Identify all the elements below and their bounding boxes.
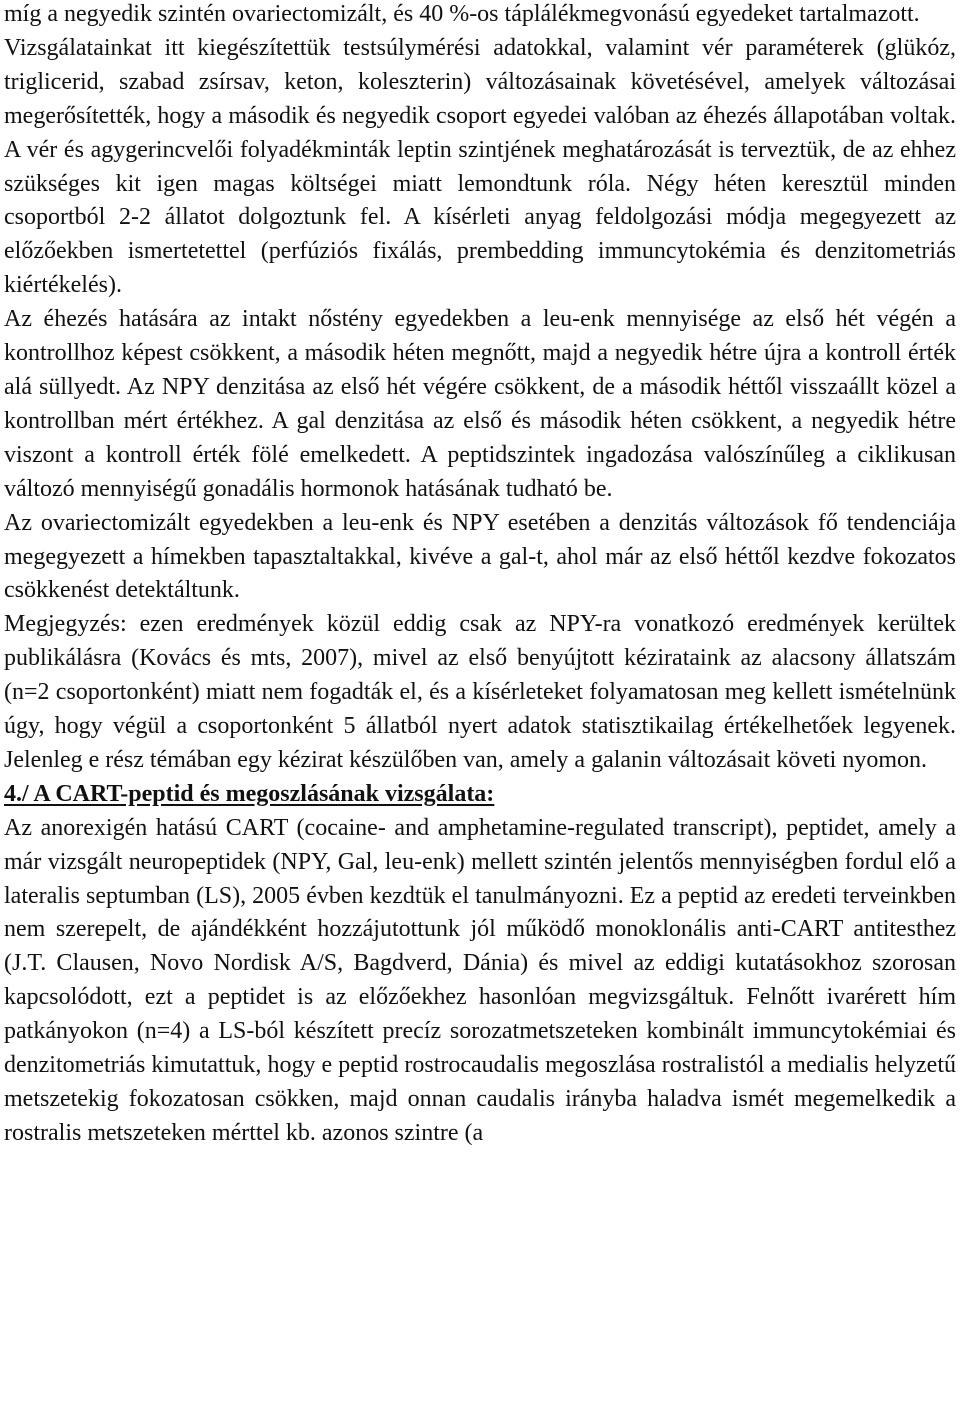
- paragraph-intact-females: Az éhezés hatására az intakt nőstény egyedekben a leu-enk mennyisége az első hét végén a kontrollhoz képest csökkent, a második héten megnőtt, majd a negyedik hétre újra a kontroll érték alá süllyedt. Az NPY denzitása az első hét végére csökkent, de a második héttől visszaállt közel a kontrollban mért értékhez. A gal denzitása az első és második héten csökkent, a negyedik hétre viszont a kontroll érték fölé emelkedett. A peptidszintek ingadozása valószínűleg a ciklikusan változó mennyiségű gonadális hormonok hatásának tudható be.: [4, 306, 956, 502]
- paragraph-note: Megjegyzés: ezen eredmények közül eddig csak az NPY-ra vonatkozó eredmények kerültek publikálásra (Kovács és mts, 2007), mivel az első benyújtott kézirataink az alacsony állatszám (n=2 csoportonként) miatt nem fogadták el, és a kísérleteket folyamatosan meg kellett ismételnünk úgy, hogy végül a csoportonként 5 állatból nyert adatok statisztikailag értékelhetőek legyenek. Jelenleg e rész témában egy kézirat készülőben van, amely a galanin változásait követi nyomon.: [4, 611, 956, 773]
- paragraph-ovariectomized: Az ovariectomizált egyedekben a leu-enk és NPY esetében a denzitás változások fő tendenciája megegyezett a hímekben tapasztaltakkal, kivéve a gal-t, ahol már az első héttől kezdve fokozatos csökkenést detektáltunk.: [4, 509, 956, 604]
- document-page: [4, 0, 956, 1151]
- section-heading: 4./ A CART-peptid és megoszlásának vizsgálata:: [4, 780, 495, 807]
- paragraph-cart: Az anorexigén hatású CART (cocaine- and amphetamine-regulated transcript), peptidet, amely a már vizsgált neuropeptidek (NPY, Gal, leu-enk) mellett szintén jelentős mennyiségben fordul elő a lateralis septumban (LS), 2005 évben kezdtük el tanulmányozni. Ez a peptid az eredeti terveinkben nem szerepelt, de ajándékként hozzájutottunk jól működő monoklonális anti-CART antitesthez (J.T. Clausen, Novo Nordisk A/S, Bagdverd, Dánia) és mivel az eddigi kutatásokhoz szorosan kapcsolódott, ezt a peptidet is az előzőekhez hasonlóan megvizsgáltuk. Felnőtt ivarérett hím patkányokon (n=4) a LS-ból készített precíz sorozatmetszeteken kombinált immuncytokémiai és denzitometriás kimutattuk, hogy e peptid rostrocaudalis megoszlása rostralistól a medialis helyzetű metszetekig fokozatosan csökken, majd onnan caudalis irányba haladva ismét megemelkedik a rostralis metszeteken mérttel kb. azonos szintre (a: [4, 814, 956, 1146]
- paragraph-methods: Vizsgálatainkat itt kiegészítettük testsúlymérési adatokkal, valamint vér paraméterek (glükóz, triglicerid, szabad zsírsav, keton, koleszterin) változásainak követésével, amelyek változásai megerősítették, hogy a második és negyedik csoport egyedei valóban az éhezés állapotában voltak. A vér és agygerincvelői folyadékminták leptin szintjének meghatározását is terveztük, de az ehhez szükséges kit igen magas költségei miatt lemondtunk róla. Négy héten keresztül minden csoportból 2-2 állatot dolgoztunk fel. A kísérleti anyag feldolgozási módja megegyezett az előzőekben ismertetettel (perfúziós fixálás, prembedding immuncytokémia és denzitometriás kiértékelés).: [4, 34, 956, 299]
- paragraph-intro: míg a negyedik szintén ovariectomizált, és 40 %-os táplálékmegvonású egyedeket tartalmazott.: [4, 1, 920, 27]
